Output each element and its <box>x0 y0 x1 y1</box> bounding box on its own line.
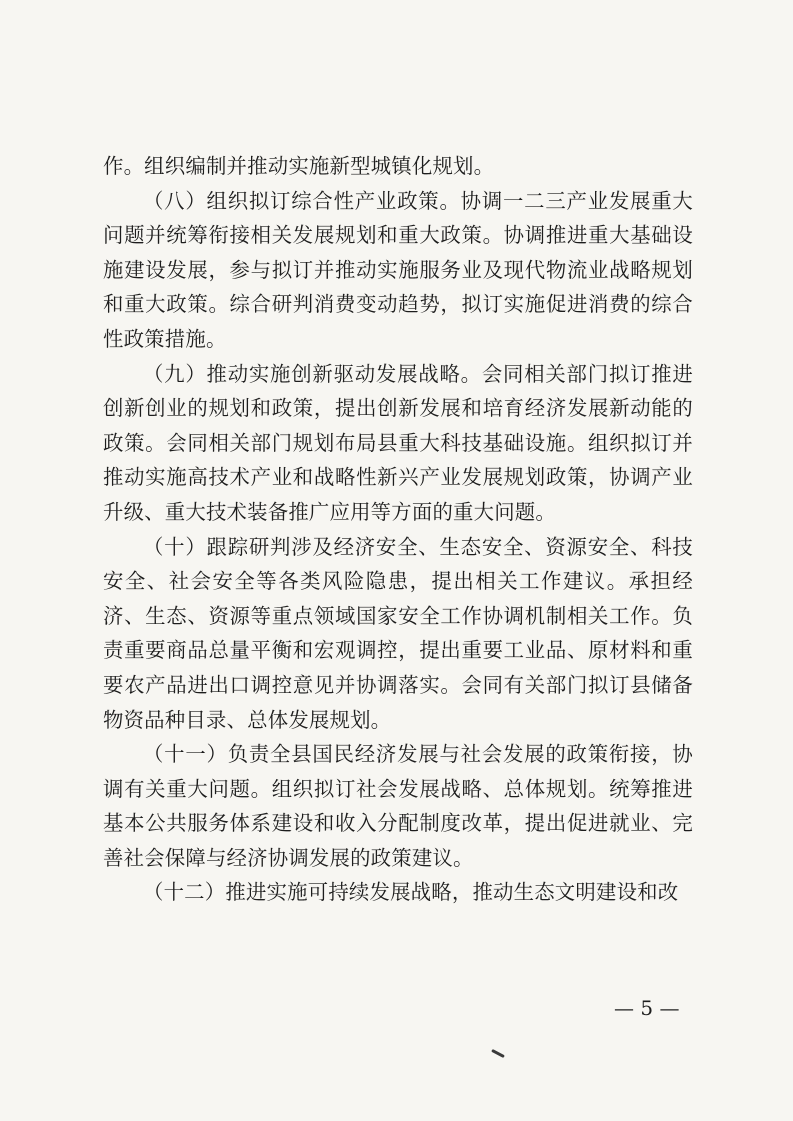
page-number: — 5 — <box>614 996 680 1020</box>
paragraph-item-9: （九）推动实施创新驱动发展战略。会同相关部门拟订推进创新创业的规划和政策，提出创新发展和培育经济发展新动能的政策。会同相关部门规划布局县重大科技基础设施。组织拟订并推动实施高技术产业和战略性新兴产业发展规划政策，协调产业升级、重大技术装备推广应用等方面的重大问题。 <box>103 361 693 524</box>
paragraph-item-8: （八）组织拟订综合性产业政策。协调一二三产业发展重大问题并统筹衔接相关发展规划和重大政策。协调推进重大基础设施建设发展，参与拟订并推动实施服务业及现代物流业战略规划和重大政策。综合研判消费变动趋势，拟订实施促进消费的综合性政策措施。 <box>103 188 693 351</box>
paragraph-item-10: （十）跟踪研判涉及经济安全、生态安全、资源安全、科技安全、社会安全等各类风险隐患，提出相关工作建议。承担经济、生态、资源等重点领域国家安全工作协调机制相关工作。负责重要商品总量平衡和宏观调控，提出重要工业品、原材料和重要农产品进出口调控意见并协调落实。会同有关部门拟订县储备物资品种目录、总体发展规划。 <box>103 534 693 732</box>
paragraph-item-12: （十二）推进实施可持续发展战略，推动生态文明建设和改 <box>143 880 679 905</box>
paragraph-continuation: 作。组织编制并推动实施新型城镇化规划。 <box>103 154 495 178</box>
scan-mark <box>491 1049 505 1058</box>
paragraph-item-11: （十一）负责全县国民经济发展与社会发展的政策衔接，协调有关重大问题。组织拟订社会发展战略、总体规划。统筹推进基本公共服务体系建设和收入分配制度改革，提出促进就业、完善社会保障与经济协调发展的政策建议。 <box>103 742 693 870</box>
body-text <box>103 149 693 910</box>
